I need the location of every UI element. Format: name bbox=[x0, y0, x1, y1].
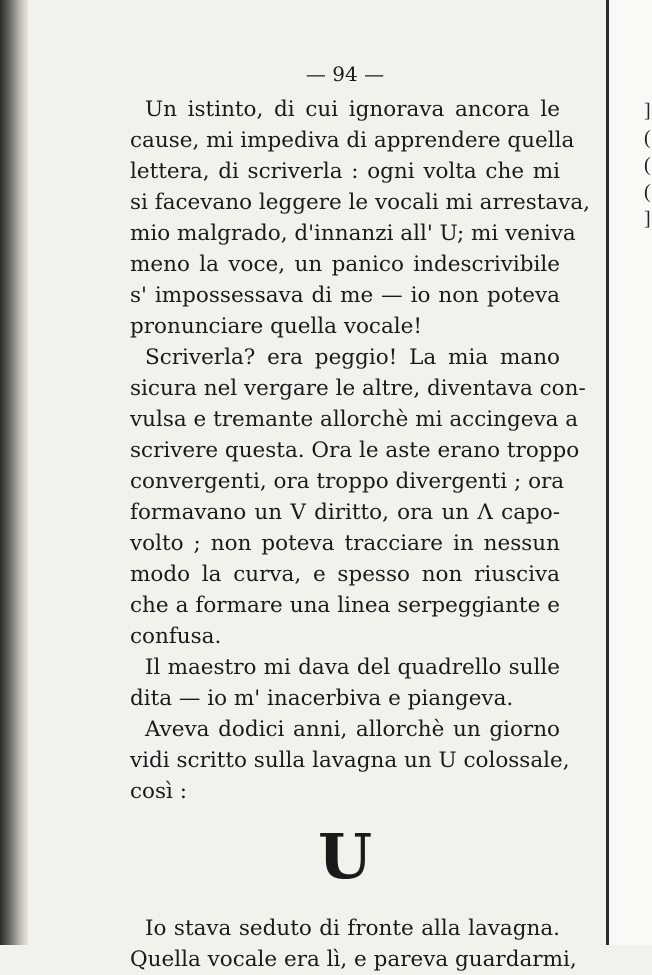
text-line: Il maestro mi dava del quadrello sulle bbox=[145, 655, 560, 680]
text-line: Scriverla? era peggio! La mia mano bbox=[145, 345, 560, 370]
page-number: — 94 — bbox=[305, 62, 385, 86]
edge-mark: ] bbox=[644, 208, 651, 230]
book-page bbox=[130, 58, 591, 975]
text-line: modo la curva, e spesso non riusciva bbox=[130, 562, 560, 587]
text-line: Aveva dodici anni, allorchè un giorno bbox=[145, 717, 560, 742]
paragraph bbox=[130, 342, 586, 652]
text-line: formavano un V diritto, ora un Λ capo- bbox=[130, 500, 560, 525]
paragraph bbox=[130, 94, 591, 342]
text-line: mio malgrado, d'innanzi all' U; mi veniva bbox=[130, 221, 576, 246]
text-line: vidi scritto sulla lavagna un U colossale, bbox=[130, 748, 570, 773]
text-line: cause, mi impediva di apprendere quella bbox=[130, 128, 575, 153]
text-line: Quella vocale era lì, e pareva guardarmi, bbox=[130, 947, 577, 972]
paragraph bbox=[130, 652, 560, 714]
text-line: così : bbox=[130, 779, 187, 804]
big-letter-figure: U bbox=[317, 820, 373, 893]
text-line: dita — io m' inacerbiva e piangeva. bbox=[130, 686, 514, 711]
text-line: vulsa e tremante allorchè mi accingeva a bbox=[130, 407, 579, 432]
text-line: confusa. bbox=[130, 624, 222, 649]
text-line: meno la voce, un panico indescrivibile bbox=[130, 252, 560, 277]
book-binding bbox=[0, 0, 28, 945]
text-line: pronunciare quella vocale! bbox=[130, 314, 423, 339]
edge-mark: ( bbox=[644, 181, 651, 203]
text-line: s' impossessava di me — io non poteva bbox=[130, 283, 560, 308]
text-line: convergenti, ora troppo divergenti ; ora bbox=[130, 469, 565, 494]
text-line: Un istinto, di cui ignorava ancora le bbox=[145, 97, 560, 122]
text-line: che a formare una linea serpeggiante e bbox=[130, 593, 560, 618]
text-line: si facevano leggere le vocali mi arrestava, bbox=[130, 190, 591, 215]
text-line: scrivere questa. Ora le aste erano troppo bbox=[130, 438, 580, 463]
edge-mark: ] bbox=[644, 100, 651, 122]
edge-mark: ( bbox=[644, 154, 651, 176]
paragraph bbox=[130, 913, 577, 975]
text-line: lettera, di scriverla : ogni volta che mi bbox=[130, 159, 560, 184]
text-line: sicura nel vergare le altre, diventava con- bbox=[130, 376, 586, 401]
edge-mark: ( bbox=[644, 127, 651, 149]
text-line: volto ; non poteva tracciare in nessun bbox=[130, 531, 560, 556]
paragraph bbox=[130, 714, 570, 807]
text-line: Io stava seduto di fronte alla lavagna. bbox=[145, 916, 560, 941]
